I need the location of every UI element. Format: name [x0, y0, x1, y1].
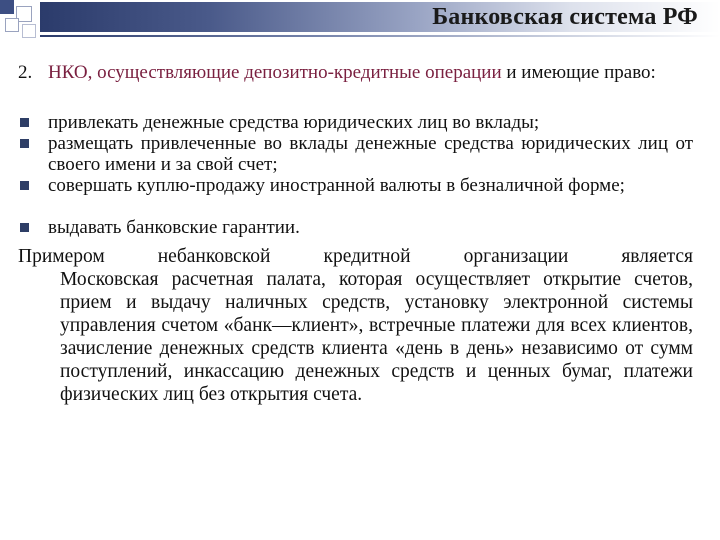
- item-rest: и имеющие право:: [501, 62, 656, 83]
- paragraph-body: Московская расчетная палата, которая осуществляет открытие счетов, прием и выдачу наличных средств, установку электронной системы управления счетом «банк—клиент», встречные платежи для всех клиентов, зачисление денежных средств клиента «день в день» независимо от сумм поступлений, инкассацию денежных средств и ценных бумаг, платежи физических лиц без открытия счета.: [60, 269, 693, 405]
- list-item-text: выдавать банковские гарантии.: [48, 217, 300, 238]
- list-item-text: размещать привлеченные во вклады денежные средства юридических лиц от своего имени и за свой счет;: [48, 133, 693, 175]
- square-bullet-icon: [20, 223, 29, 232]
- paragraph-first-line: Примером небанковской кредитной организации является: [18, 246, 693, 267]
- numbered-item-text: [48, 62, 698, 83]
- slide-title: Банковская система РФ: [432, 4, 698, 30]
- list-item-text: привлекать денежные средства юридических лиц во вклады;: [48, 112, 540, 133]
- title-divider: [40, 35, 720, 37]
- corner-square-outline-icon: [22, 24, 36, 38]
- corner-square-dark-icon: [0, 0, 14, 14]
- item-number: 2.: [18, 62, 33, 83]
- item-highlight: НКО, осуществляющие депозитно-кредитные операции: [48, 62, 502, 83]
- square-bullet-icon: [20, 181, 29, 190]
- square-bullet-icon: [20, 139, 29, 148]
- corner-square-outline-icon: [5, 18, 19, 32]
- list-item-text: совершать куплю-продажу иностранной валюты в безналичной форме;: [48, 175, 625, 196]
- example-paragraph: [18, 245, 693, 406]
- square-bullet-icon: [20, 118, 29, 127]
